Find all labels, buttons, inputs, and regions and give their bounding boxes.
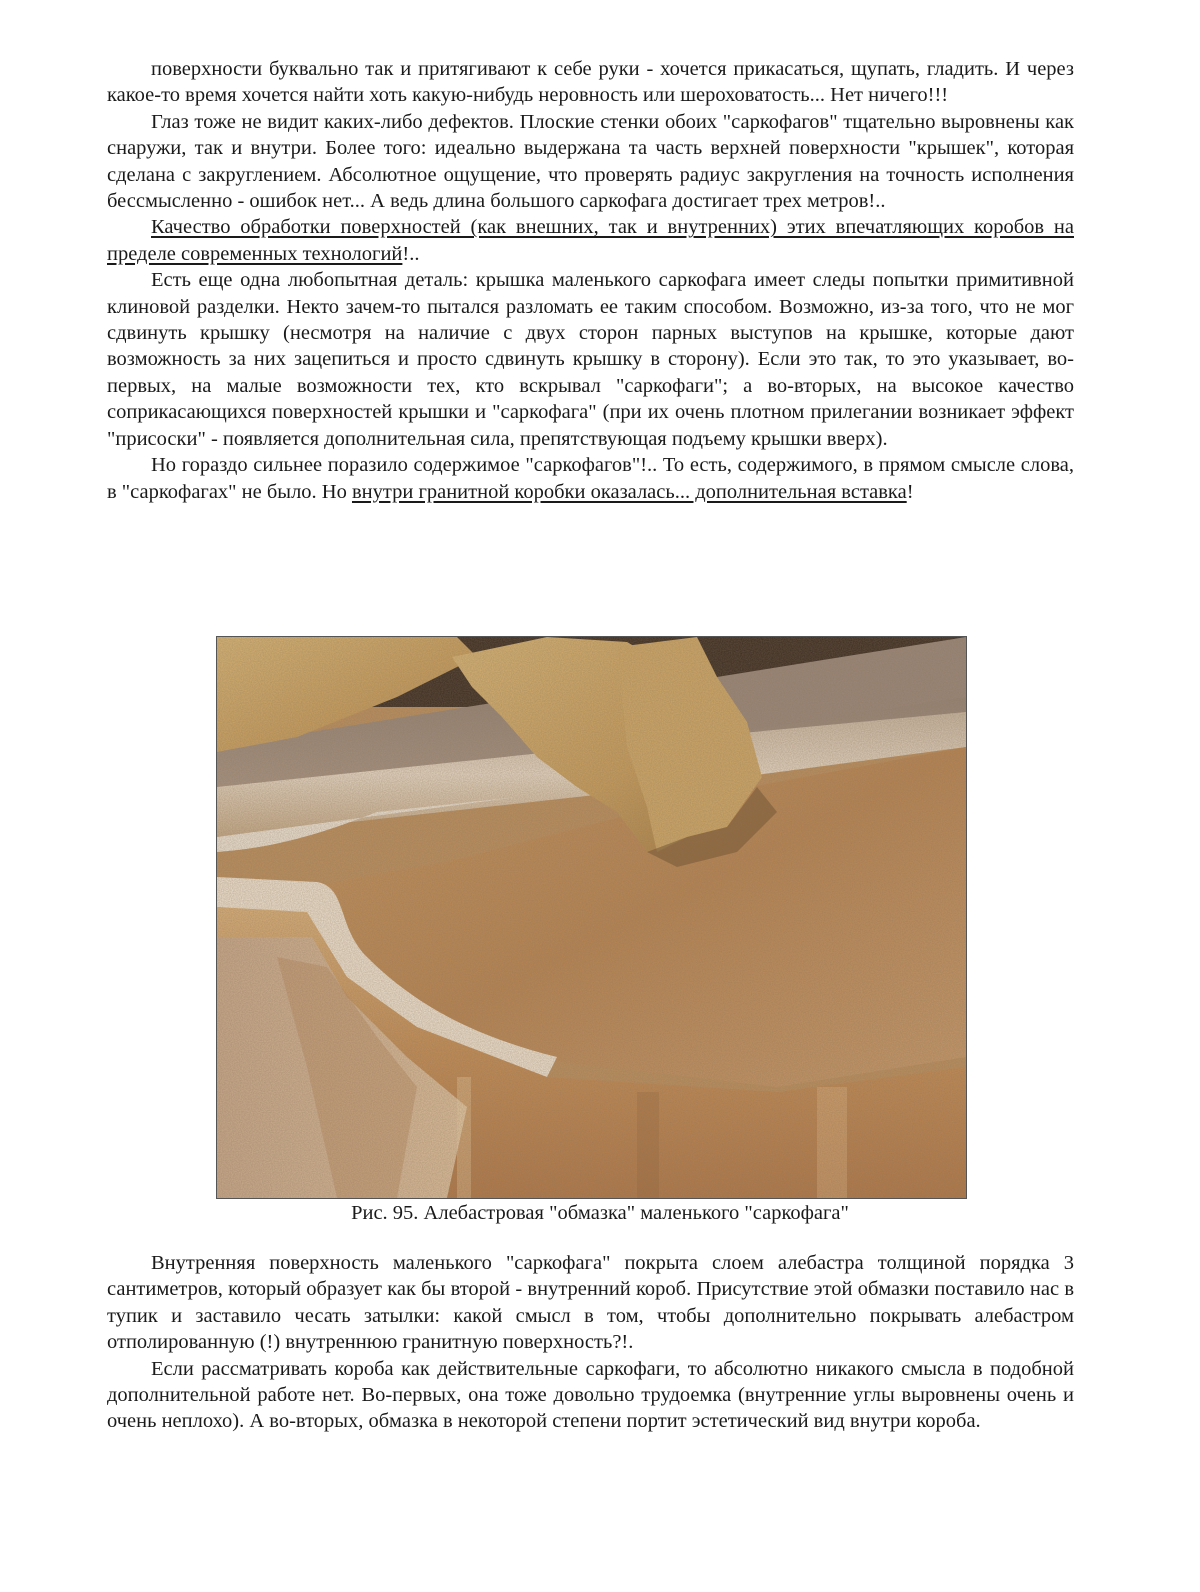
paragraph-5 — [107, 452, 1074, 505]
sarcophagus-photo — [216, 636, 967, 1199]
underlined-insert-statement: внутри гранитной коробки оказалась... дополнительная вставка — [351, 480, 907, 503]
paragraph-7: Если рассматривать короба как действительные саркофаги, то абсолютно никакого смысла в подобной дополнительной работе нет. Во-первых, она тоже довольно трудоемка (внутренние углы выровнены очень и очень неплохо). А во-вторых, обмазка в некоторой степени портит эстетический вид внутри короба. — [107, 1357, 1074, 1433]
paragraph-2: Глаз тоже не видит каких-либо дефектов. Плоские стенки обоих "саркофагов" тщательно выровнены как снаружи, так и внутри. Более того: идеально выдержана та часть верхней поверхности "крышек", которая сделана с закруглением. Абсолютное ощущение, что проверять радиус закругления на точность исполнения бессмысленно - ошибок нет... А ведь длина большого саркофага достигает трех метров!.. — [107, 110, 1074, 213]
paragraph-3-tail: !.. — [402, 242, 420, 265]
paragraph-3 — [107, 214, 1074, 267]
paragraph-4: Есть еще одна любопытная деталь: крышка маленького саркофага имеет следы попытки примитивной клиновой разделки. Некто зачем-то пытался разломать ее таким способом. Возможно, из-за того, что не мог сдвинуть крышку (несмотря на наличие с двух сторон парных выступов на крышке, которые дают возможность за них зацепиться и просто сдвинуть крышку в сторону). Если это так, то это указывает, во-первых, на малые возможности тех, кто вскрывал "саркофаги"; а во-вторых, на высокое качество соприкасающихся поверхностей крышки и "саркофага" (при их очень плотном прилегании возникает эффект "присоски" - появляется дополнительная сила, препятствующая подъему крышки вверх). — [107, 269, 1074, 450]
underlined-quality-statement: Качество обработки поверхностей (как внешних, так и внутренних) этих впечатляющих коробов на пределе современных технологий — [107, 216, 1074, 265]
paragraph-1: поверхности буквально так и притягивают к себе руки - хочется прикасаться, щупать, гладить. И через какое-то время хочется найти хоть какую-нибудь неровность или шероховатость... Нет ничего!!! — [107, 58, 1074, 107]
figure-caption: Рис. 95. Алебастровая "обмазка" маленького "саркофага" — [351, 1202, 849, 1224]
paragraph-5-tail: ! — [906, 480, 914, 503]
paragraph-5-start: Но гораздо сильнее поразило содержимое "саркофагов"!.. То есть, содержимого, в прямом смысле слова, в "саркофагах" не было. Но — [107, 454, 1074, 503]
bottom-text-block — [107, 1250, 1074, 1435]
photo-illustration — [217, 637, 966, 1198]
paragraph-6: Внутренняя поверхность маленького "саркофага" покрыта слоем алебастра толщиной порядка 3 сантиметров, который образует как бы второй - внутренний короб. Присутствие этой обмазки поставило нас в тупик и заставило чесать затылки: какой смысл в том, чтобы дополнительно покрывать алебастром отполированную (!) внутреннюю гранитную поверхность?!. — [107, 1252, 1074, 1354]
top-text-block — [107, 56, 1074, 505]
